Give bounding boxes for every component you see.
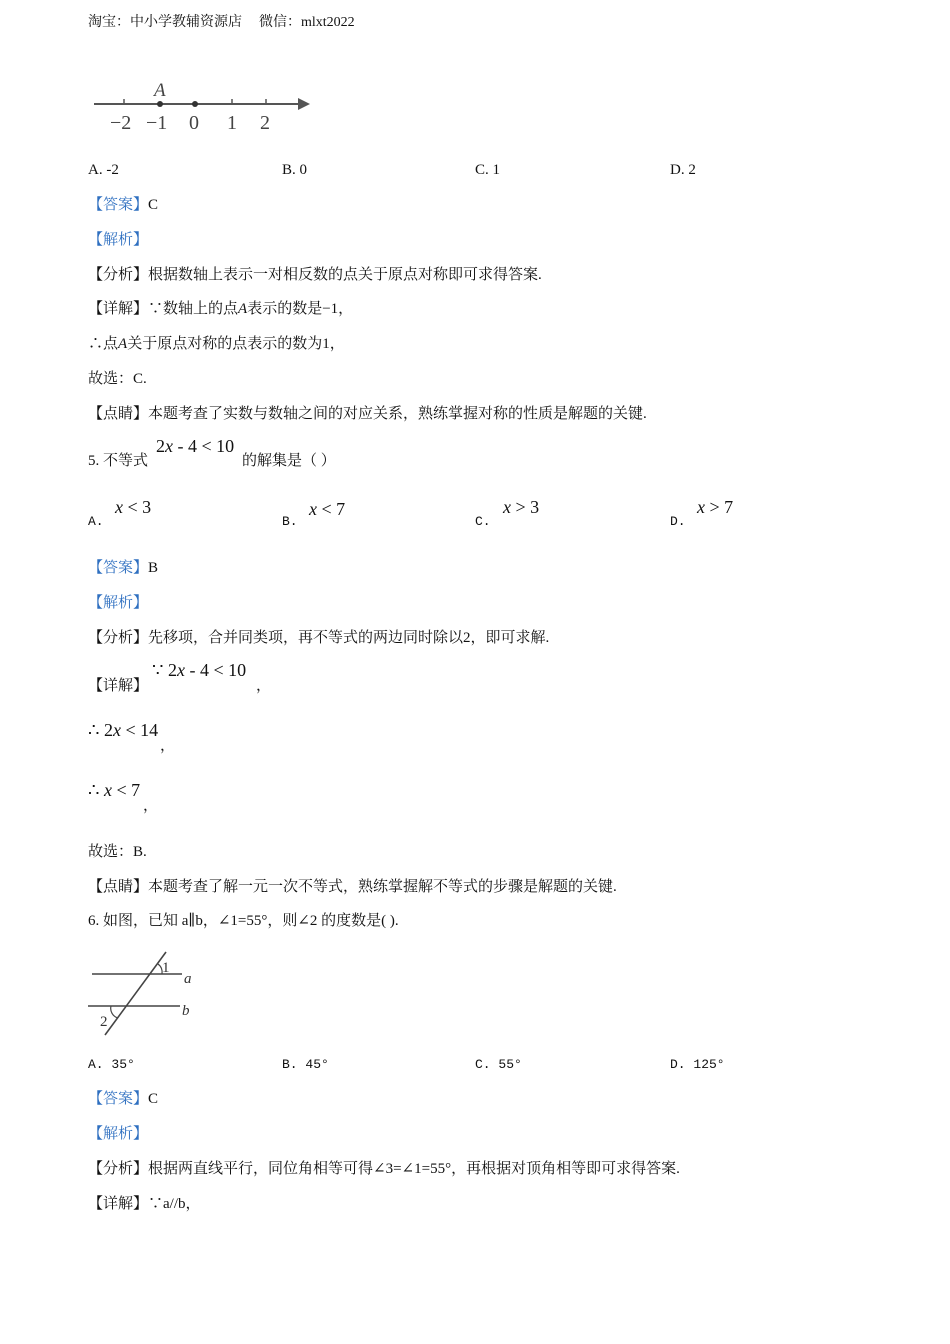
header-shop: 淘宝：中小学教辅资源店 (88, 15, 242, 30)
angle-2-arc (111, 1006, 118, 1018)
tick-label: −1 (146, 112, 168, 134)
line-b-label: b (182, 1003, 190, 1019)
tick-label: −2 (110, 112, 132, 134)
q4-option-a: A. -2 (88, 162, 119, 178)
angle-2-label: 2 (100, 1014, 108, 1030)
q5-select: 故选：B. (88, 844, 147, 860)
q4-dianjing: 【点睛】本题考查了实数与数轴之间的对应关系，熟练掌握对称的性质是解题的关键. (88, 406, 647, 422)
parallel-lines-figure (88, 948, 208, 1043)
q4-select: 故选：C. (88, 371, 147, 387)
q6-answer: 【答案】C (88, 1091, 159, 1107)
q5-step1-comma: ， (256, 678, 272, 694)
q4-option-c: C. 1 (475, 162, 501, 178)
q5-xiangjie-tag: 【详解】 (88, 678, 149, 694)
transversal (105, 952, 166, 1035)
point-a-label: A (154, 80, 166, 101)
q6-analysis-tag: 【解析】 (88, 1126, 149, 1142)
tick-label: 2 (260, 112, 270, 134)
q6-stem: 6. 如图，已知 a∥b，∠1=55°，则∠2 的度数是( ). (88, 913, 399, 929)
q5-answer: 【答案】B (88, 560, 159, 576)
q5-option-d-math: x > 7 (697, 497, 734, 517)
origin-dot (192, 101, 198, 107)
q5-option-b-letter: B. (282, 514, 298, 529)
q4-line2: ∴点A关于原点对称的点表示的数为1， (88, 336, 345, 352)
q5-option-c-math: x > 3 (503, 497, 540, 517)
q5-stem-prefix: 5. 不等式 (88, 453, 149, 469)
q5-stem-suffix: 的解集是（ ） (242, 453, 336, 469)
q4-xiangjie: 【详解】∵数轴上的点A表示的数是−1， (88, 301, 354, 317)
q5-analysis-tag: 【解析】 (88, 595, 149, 611)
point-a-dot (157, 101, 163, 107)
number-line-figure (88, 78, 328, 138)
tick-label: 0 (189, 112, 199, 134)
q5-step2: ∴ 2x < 14 (88, 720, 159, 740)
q6-fenxi: 【分析】根据两直线平行，同位角相等可得∠3=∠1=55°，再根据对顶角相等即可求得答案. (88, 1161, 680, 1177)
angle-1-label: 1 (162, 960, 170, 976)
q5-stem-math: 2x - 4 < 10 (156, 436, 235, 456)
q5-step3-comma: ， (143, 798, 159, 814)
q4-option-b: B. 0 (282, 162, 308, 178)
line-a-label: a (184, 971, 192, 987)
q4-answer: 【答案】C (88, 197, 159, 213)
q5-dianjing: 【点睛】本题考查了解一元一次不等式，熟练掌握解不等式的步骤是解题的关键. (88, 879, 617, 895)
tick-label: 1 (227, 112, 237, 134)
q4-fenxi: 【分析】根据数轴上表示一对相反数的点关于原点对称即可求得答案. (88, 267, 542, 283)
q5-step3: ∴ x < 7 (88, 780, 141, 800)
header-wechat: 微信：mlxt2022 (259, 15, 355, 30)
q5-step2-comma: ， (160, 738, 176, 754)
q5-fenxi: 【分析】先移项，合并同类项，再不等式的两边同时除以2，即可求解. (88, 630, 550, 646)
q5-option-a-math: x < 3 (115, 497, 152, 517)
q5-option-b-math: x < 7 (309, 499, 346, 519)
q6-xiangjie: 【详解】∵a//b， (88, 1196, 201, 1212)
q5-option-a-letter: A. (88, 514, 104, 529)
q5-step1: ∵ 2x - 4 < 10 (152, 660, 247, 680)
q5-option-c-letter: C. (475, 514, 491, 529)
q6-option-c: C. 55° (475, 1057, 522, 1072)
q5-option-d-letter: D. (670, 514, 686, 529)
number-line-arrow (298, 98, 310, 110)
q4-analysis-tag: 【解析】 (88, 232, 149, 248)
q6-option-a: A. 35° (88, 1057, 135, 1072)
q6-option-b: B. 45° (282, 1057, 329, 1072)
q6-option-d: D. 125° (670, 1057, 725, 1072)
q4-option-d: D. 2 (670, 162, 696, 178)
